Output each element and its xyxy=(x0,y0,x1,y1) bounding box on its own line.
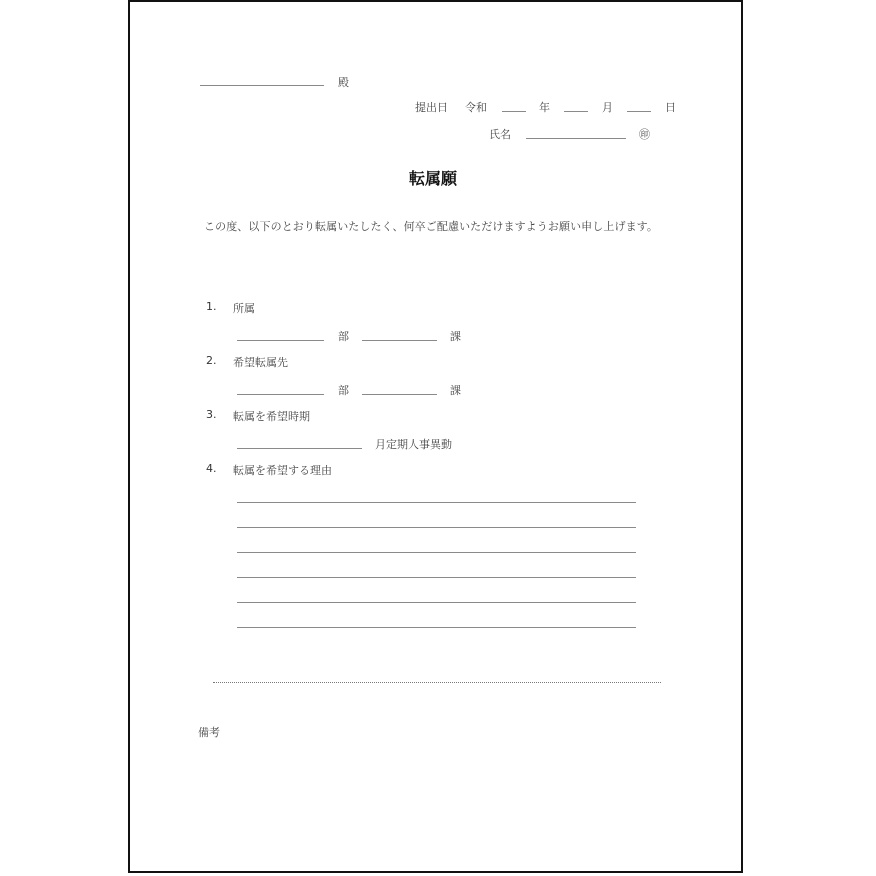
reason-line-6[interactable] xyxy=(237,627,636,628)
era-label: 令和 xyxy=(465,101,487,114)
addressee-blank[interactable] xyxy=(200,85,324,86)
item-1-section-unit: 課 xyxy=(450,330,461,343)
day-blank[interactable] xyxy=(627,111,651,112)
document-page xyxy=(128,0,743,873)
item-1-section-blank[interactable] xyxy=(362,340,437,341)
year-blank[interactable] xyxy=(502,111,526,112)
reason-line-4[interactable] xyxy=(237,577,636,578)
name-label: 氏名 xyxy=(489,128,511,141)
item-1-number: 1. xyxy=(206,300,217,313)
item-3-number: 3. xyxy=(206,408,217,421)
item-2-label: 希望転属先 xyxy=(233,356,288,369)
item-2-department-unit: 部 xyxy=(338,384,349,397)
separator-dotted-line xyxy=(213,682,661,683)
reason-line-3[interactable] xyxy=(237,552,636,553)
document-title: 転属願 xyxy=(409,169,458,188)
month-blank[interactable] xyxy=(564,111,588,112)
item-2-department-blank[interactable] xyxy=(237,394,324,395)
item-2-section-unit: 課 xyxy=(450,384,461,397)
month-unit: 月 xyxy=(602,101,613,114)
item-4-number: 4. xyxy=(206,462,217,475)
addressee-suffix: 殿 xyxy=(338,76,349,89)
year-unit: 年 xyxy=(539,101,550,114)
body-text: この度、以下のとおり転属いたしたく、何卒ご配慮いただけますようお願い申し上げます。 xyxy=(204,220,658,233)
item-1-label: 所属 xyxy=(233,302,255,315)
reason-line-1[interactable] xyxy=(237,502,636,503)
item-1-department-unit: 部 xyxy=(338,330,349,343)
item-3-suffix: 月定期人事異動 xyxy=(375,438,452,451)
item-1-department-blank[interactable] xyxy=(237,340,324,341)
reason-line-5[interactable] xyxy=(237,602,636,603)
day-unit: 日 xyxy=(665,101,676,114)
reason-line-2[interactable] xyxy=(237,527,636,528)
item-4-label: 転属を希望する理由 xyxy=(233,464,332,477)
seal-mark: ㊞ xyxy=(639,128,650,141)
item-2-section-blank[interactable] xyxy=(362,394,437,395)
item-2-number: 2. xyxy=(206,354,217,367)
submit-date-label: 提出日 xyxy=(415,101,448,114)
name-blank[interactable] xyxy=(526,138,626,139)
item-3-month-blank[interactable] xyxy=(237,448,362,449)
item-3-label: 転属を希望時期 xyxy=(233,410,310,423)
remarks-label: 備考 xyxy=(198,726,220,739)
